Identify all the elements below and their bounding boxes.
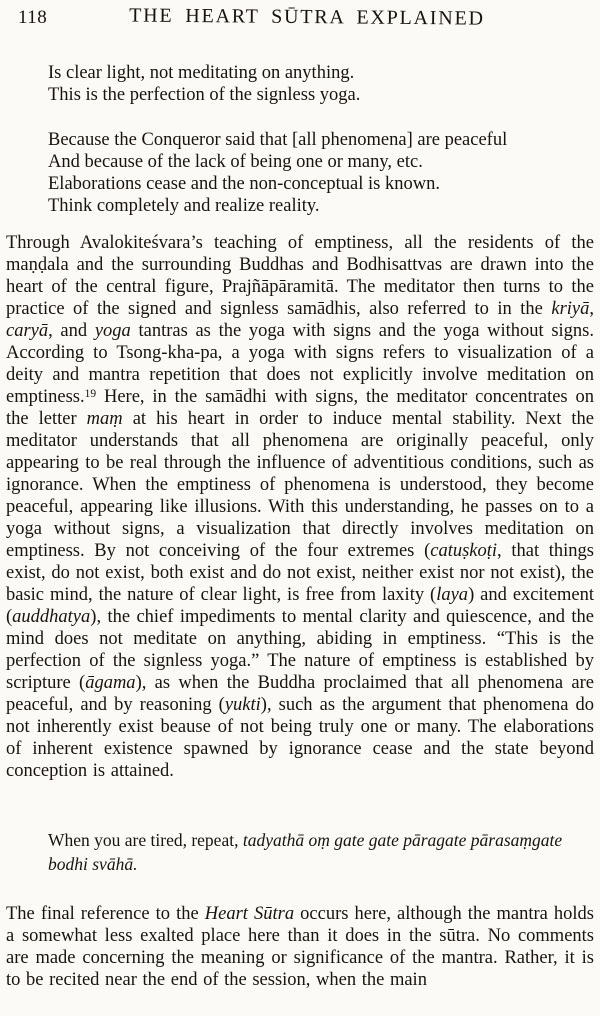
verse-line: Is clear light, not meditating on anything. bbox=[48, 63, 355, 83]
verse-quote-1 bbox=[48, 62, 594, 106]
verse-line: Think completely and realize reality. bbox=[48, 196, 320, 216]
verse-line: This is the perfection of the signless yoga. bbox=[48, 85, 361, 105]
page-number: 118 bbox=[18, 7, 48, 28]
verse-line: And because of the lack of being one or many, etc. bbox=[48, 152, 423, 172]
running-title: THE HEART SŪTRA EXPLAINED bbox=[129, 4, 485, 30]
verse-quote-2 bbox=[48, 129, 594, 217]
verse-line: Elaborations cease and the non-conceptual is known. bbox=[48, 174, 440, 194]
closing-paragraph: The final reference to the Heart Sūtra occurs here, although the mantra holds a somewhat less exalted place here than it does in the sūtra. No comments are made concerning the meaning or significance of the mantra. Rather, it is to be recited near the end of the session, when the main bbox=[6, 904, 594, 990]
mantra-quote bbox=[48, 828, 594, 876]
mantra-line: bodhi svāhā. bbox=[48, 854, 138, 874]
page-header bbox=[6, 6, 594, 31]
commentary-paragraph: Through Avalokiteśvara’s teaching of emptiness, all the residents of the maṇḍala and the surrounding Buddhas and Bodhisattvas are drawn into the heart of the central figure, Prajñāpāramitā. The meditator then turns to the practice of the signed and signless samādhis, also referred to in the kriyā, caryā, and yoga tantras as the yoga with signs and the yoga without signs. According to Tsong-kha-pa, a yoga with signs refers to visualization of a deity and mantra repetition that does not explicitly involve meditation on emptiness.$^{19}$ Here, in the samādhi with signs, the meditator concentrates on the letter maṃ at his heart in order to induce mental stability. Next the meditator understands that all phenomena are originally peaceful, only appearing to be real through the influence of adventitious conditions, such as ignorance. When the emptiness of phenomena is understood, they become peaceful, appearing like illusions. With this understanding, he passes on to a yoga without signs, a visualization that directly involves meditation on emptiness. By not conceiving of the four extremes (catuṣkoṭi, that things exist, do not exist, both exist and do not exist, neither exist nor not exist), the basic mind, the nature of clear light, is free from laxity (laya) and excitement (auddhatya), the chief impediments to mental clarity and quiescence, and the mind does not meditate on anything, abiding in emptiness. “This is the perfection of the signless yoga.” The nature of emptiness is established by scripture (āgama), as when the Buddha proclaimed that all phenomena are peaceful, and by reasoning (yukti), such as the argument that phenomena do not inherently exist beause of not being truly one or many. The elaborations of inherent existence spawned by ignorance cease and the state beyond conception is attained. bbox=[6, 233, 594, 781]
mantra-line: When you are tired, repeat, tadyathā oṃ gate gate pāragate pārasaṃgate bbox=[48, 830, 563, 850]
verse-line: Because the Conqueror said that [all phenomena] are peaceful bbox=[48, 130, 508, 150]
